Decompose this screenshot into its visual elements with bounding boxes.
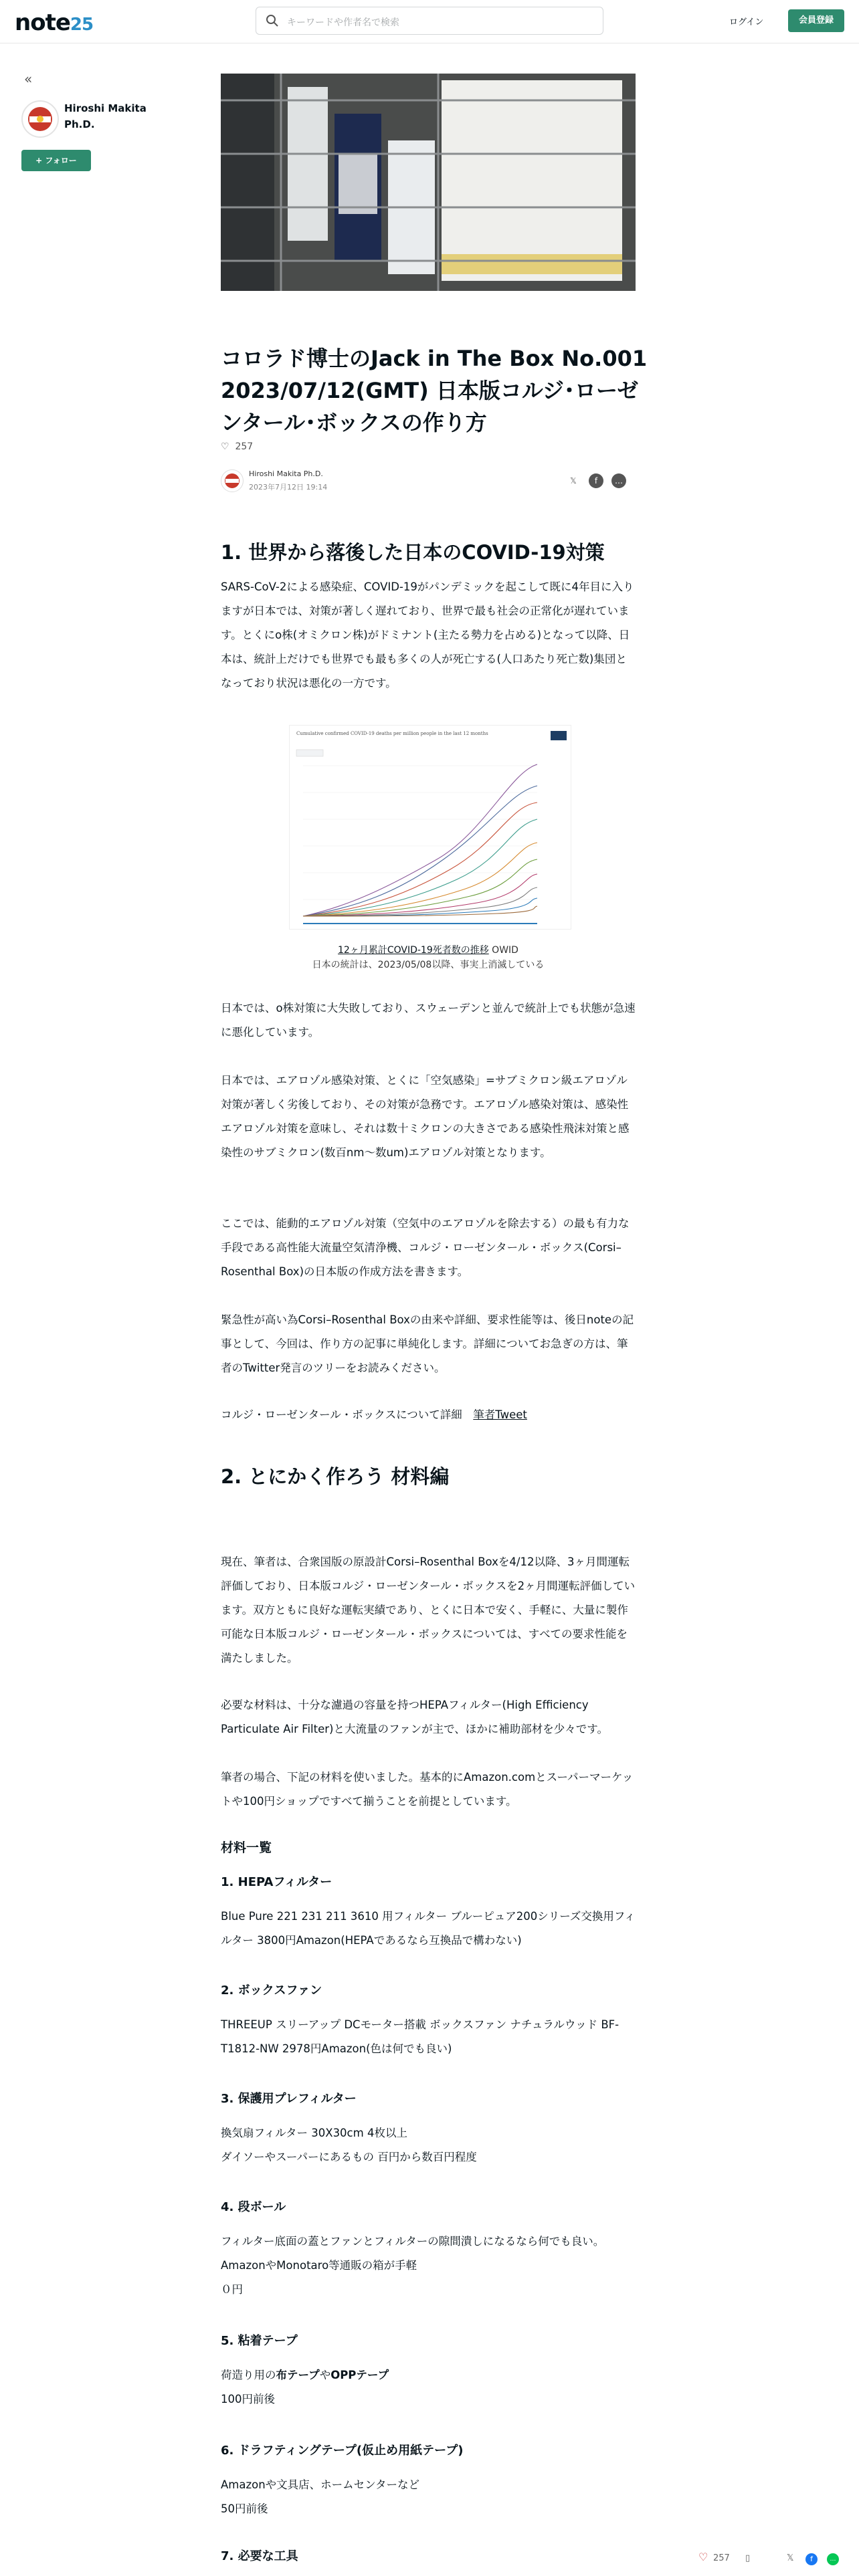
follow-button[interactable]: + フォロー bbox=[21, 150, 91, 171]
paragraph-9: 筆者の場合、下記の材料を使いました。基本的にAmazon.comとスーパーマーケットや100円ショップですべて揃うことを前提としています。 bbox=[221, 1771, 634, 1808]
facebook-share-icon[interactable]: f bbox=[805, 2553, 818, 2565]
material-4-title: 4. 段ボール bbox=[221, 2200, 286, 2214]
material-6-title: 6. ドラフティングテープ(仮止め用紙テープ) bbox=[221, 2444, 464, 2458]
chart-caption-link[interactable]: 12ヶ月累計COVID-19死者数の推移 bbox=[338, 945, 489, 956]
search-icon bbox=[266, 14, 279, 27]
material-3-body-2: ダイソーやスーパーにあるもの 百円から数百円程度 bbox=[221, 2151, 477, 2163]
material-4-body-1: フィルター底面の蓋とファンとフィルターの隙間潰しになるなら何でも良い。AmazonやMonotaro等通販の箱が手軽 bbox=[221, 2235, 605, 2272]
material-7-title: 7. 必要な工具 bbox=[221, 2549, 298, 2563]
chart-image-title: Cumulative confirmed COVID-19 deaths per million people in the last 12 months bbox=[296, 731, 488, 736]
note-logo[interactable] bbox=[15, 9, 93, 36]
paragraph-2: 日本では、o株対策に大失敗しており、スウェーデンと並んで統計上でも状態が急速に悪化しています。 bbox=[221, 1002, 636, 1039]
floating-like-count: 257 bbox=[713, 2553, 730, 2563]
like-count[interactable]: ♡ 257 bbox=[221, 441, 254, 452]
collapse-sidebar-icon[interactable]: « bbox=[24, 71, 33, 87]
author-avatar[interactable] bbox=[221, 469, 244, 492]
paragraph-5: 緊急性が高い為Corsi–Rosenthal Boxの由来や詳細、要求性能等は、後日noteの記事として、今回は、作り方の記事に単純化します。詳細についてお急ぎの方は、筆者のTwitter発言のツリーをお読みください。 bbox=[221, 1313, 634, 1374]
top-header bbox=[0, 0, 859, 43]
chart-caption-note: 日本の統計は、2023/05/08以降、事実上消滅している bbox=[312, 960, 545, 970]
paragraph-1: SARS-CoV-2による感染症、COVID-19がパンデミックを起こして既に4年目に入りますが日本では、対策が著しく遅れており、世界で最も社会の正常化が遅れています。とくにo株(オミクロン株)がドミナント(主たる勢力を占める)となって以降、日本は、統計上だけでも世界でも最も多くの人が死亡する(人口あたり死亡数)集団となっており状況は悪化の一方です。 bbox=[221, 580, 634, 689]
logo-anniversary-badge: 25 bbox=[70, 15, 94, 35]
line-share-icon[interactable]: … bbox=[827, 2553, 839, 2565]
line-share-icon[interactable]: … bbox=[611, 473, 626, 488]
login-link[interactable]: ログイン bbox=[729, 17, 764, 27]
floating-action-bar bbox=[696, 2549, 856, 2569]
material-6-body-1: Amazonや文具店、ホームセンターなど bbox=[221, 2478, 420, 2491]
material-5-title: 5. 粘着テープ bbox=[221, 2334, 298, 2348]
material-1-title: 1. HEPAフィルター bbox=[221, 1875, 332, 1889]
search-input[interactable] bbox=[256, 7, 603, 35]
hero-image bbox=[221, 74, 636, 291]
material-2-title: 2. ボックスファン bbox=[221, 1983, 322, 1998]
material-3-title: 3. 保護用プレフィルター bbox=[221, 2092, 357, 2106]
author-name-small[interactable]: Hiroshi Makita Ph.D. bbox=[249, 469, 323, 478]
material-3-body-1: 換気扇フィルター 30X30cm 4枚以上 bbox=[221, 2127, 407, 2139]
paragraph-3: 日本では、エアロゾル感染対策、とくに「空気感染」=サブミクロン級エアロゾル対策が著しく劣後しており、その対策が急務です。エアロゾル感染対策は、感染性エアロゾル対策を意味し、それは数十ミクロンの大きさである感染性飛沫対策と感染性のサブミクロン(数百nm〜数um)エアロゾル対策となります。 bbox=[221, 1074, 630, 1159]
avatar[interactable] bbox=[21, 100, 59, 138]
author-name[interactable]: Hiroshi Makita Ph.D. bbox=[64, 102, 147, 130]
paragraph-4: ここでは、能動的エアロゾル対策（空気中のエアロゾルを除去する）の最も有力な手段である高性能大流量空気清浄機、コルジ・ローゼンタール・ボックス(Corsi–Rosenthal Box)の日本版の作成方法を書きます。 bbox=[221, 1217, 630, 1278]
facebook-share-icon[interactable]: f bbox=[589, 473, 603, 488]
signup-button[interactable]: 会員登録 bbox=[788, 9, 844, 32]
covid-chart-image bbox=[289, 725, 571, 930]
chart-caption: 12ヶ月累計COVID-19死者数の推移 OWID bbox=[338, 945, 518, 956]
publish-date: 2023年7月12日 19:14 bbox=[249, 483, 328, 492]
heart-icon[interactable]: ♡ bbox=[221, 441, 229, 452]
paragraph-8: 必要な材料は、十分な濾過の容量を持つHEPAフィルター(High Efficiency Particulate Air Filter)と大流量のファンが主で、ほかに補助部材を少々です。 bbox=[221, 1699, 608, 1735]
section-heading-2: 2. とにかく作ろう 材料編 bbox=[221, 1465, 450, 1488]
material-4-body-2: ０円 bbox=[221, 2283, 243, 2296]
heart-icon[interactable]: ♡ bbox=[698, 2551, 708, 2563]
paragraph-7: 現在、筆者は、合衆国版の原設計Corsi–Rosenthal Boxを4/12以降、3ヶ月間運転評価しており、日本版コルジ・ローゼンタール・ボックスを2ヶ月間運転評価しています。双方ともに良好な運転実績であり、とくに日本で安く、手軽に、大量に製作可能な日本版コルジ・ローゼンタール・ボックスについては、すべての要求性能を満たしました。 bbox=[221, 1555, 636, 1665]
material-5-body-2: 100円前後 bbox=[221, 2393, 275, 2405]
x-share-icon[interactable]: 𝕏 bbox=[787, 2553, 794, 2563]
material-5-body-1: 荷造り用の布テープやOPPテープ bbox=[221, 2369, 389, 2381]
paragraph-6: コルジ・ローゼンタール・ボックスについて詳細 筆者Tweet bbox=[221, 1408, 527, 1421]
author-tweet-link[interactable]: 筆者Tweet bbox=[473, 1408, 527, 1421]
bookmark-icon[interactable]: ▯ bbox=[745, 2553, 751, 2563]
author-row bbox=[221, 468, 636, 495]
search-placeholder: キーワードや作者名で検索 bbox=[287, 17, 399, 28]
material-6-body-2: 50円前後 bbox=[221, 2502, 268, 2515]
article-title: コロラド博士のJack in The Box No.001 2023/07/12(GMT) 日本版コルジ･ローゼンタール･ボックスの作り方 bbox=[221, 346, 648, 435]
materials-heading: 材料一覧 bbox=[221, 1840, 272, 1855]
material-2-body: THREEUP スリーアップ DCモーター搭載 ボックスファン ナチュラルウッド BF-T1812-NW 2978円Amazon(色は何でも良い) bbox=[221, 2018, 619, 2055]
section-heading-1: 1. 世界から落後した日本のCOVID-19対策 bbox=[221, 541, 605, 564]
logo-text: note bbox=[15, 9, 70, 36]
material-1-body: Blue Pure 221 231 211 3610 用フィルター ブルーピュア200シリーズ交換用フィルター 3800円Amazon(HEPAであるなら互換品で構わない) bbox=[221, 1910, 636, 1947]
x-share-icon[interactable]: 𝕏 bbox=[570, 476, 577, 486]
